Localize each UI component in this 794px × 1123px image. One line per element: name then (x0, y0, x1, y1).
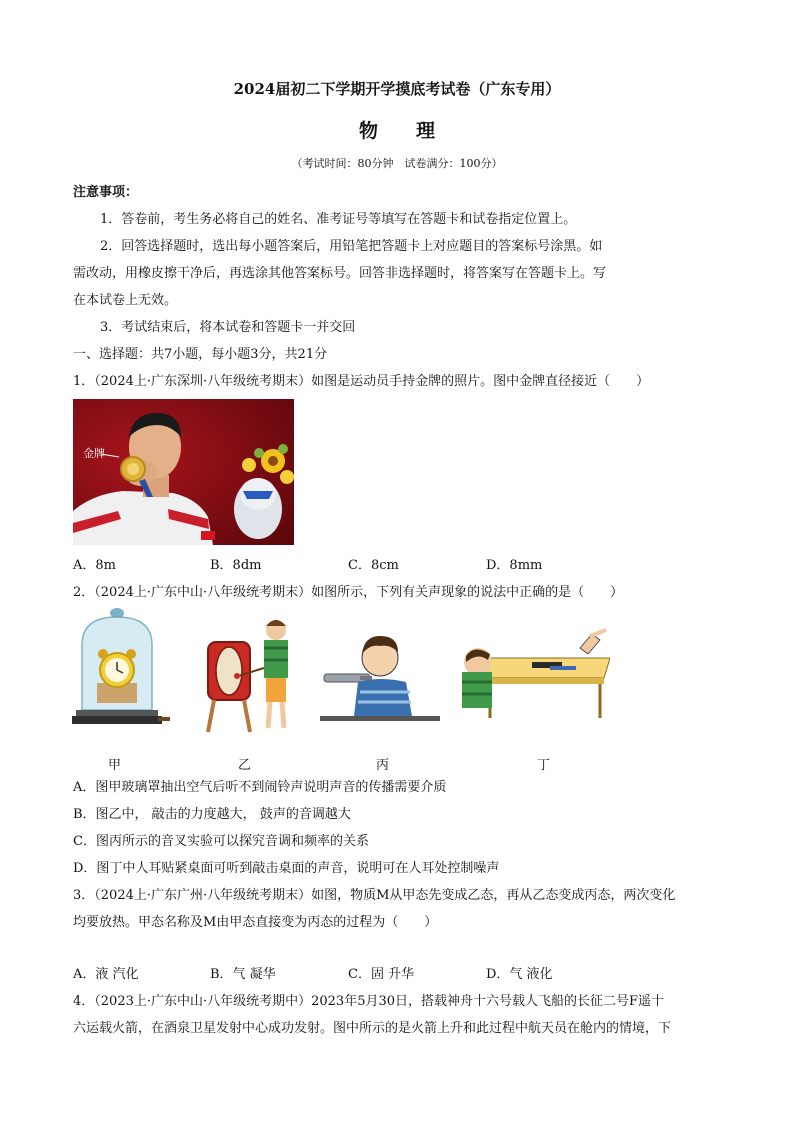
q1-option-a: A．8m (73, 558, 116, 573)
note-item: 需改动，用橡皮擦干净后，再选涂其他答案标号。回答非选择题时，将答案写在答题卡上。写 (73, 266, 607, 281)
question-1-stem: 1．（2024上·广东深圳·八年级统考期末）如图是运动员手持金牌的照片。图中金牌直径接近（ ） (73, 374, 650, 389)
note-item: 1．答卷前，考生务必将自己的姓名、准考证号等填写在答题卡和试卷指定位置上。 (100, 212, 577, 227)
notes-heading: 注意事项： (73, 185, 139, 200)
section-heading: 一、选择题：共7小题，每小题3分，共21分 (73, 347, 328, 362)
note-item: 在本试卷上无效。 (73, 293, 178, 308)
ear-on-table-figure (460, 628, 610, 720)
note-item: 2．回答选择题时，选出每小题答案后，用铅笔把答题卡上对应题目的答案标号涂黑。如 (100, 239, 603, 254)
q2-option-d: D．图丁中人耳贴紧桌面可听到敲击桌面的声音，说明可在人耳处控制噪声 (73, 861, 500, 876)
q3-option-a: A．液 汽化 (73, 967, 139, 982)
q2-option-c: C．图丙所示的音叉实验可以探究音调和频率的关系 (73, 834, 369, 849)
q2-option-b: B．图乙中， 敲击的力度越大， 鼓声的音调越大 (73, 807, 351, 822)
q1-option-d: D．8mm (486, 558, 543, 573)
question-4-line1: 4．（2023上·广东中山·八年级统考期中）2023年5月30日，搭载神舟十六号载人飞船的长征二号F遥十 (73, 994, 665, 1009)
medal-label: 金牌 (83, 447, 105, 460)
q3-option-b: B．气 凝华 (210, 967, 276, 982)
question-3-stem-line1: 3．（2024上·广东广州·八年级统考期末）如图，物质M从甲态先变成乙态，再从乙态变成丙态，两次变化 (73, 888, 676, 903)
subject-title: 物 理 (358, 120, 435, 142)
q3-option-c: C．固 升华 (348, 967, 415, 982)
bell-jar-figure (72, 605, 172, 733)
q3-option-d: D．气 液化 (486, 967, 553, 982)
exam-title: 2024届初二下学期开学摸底考试卷（广东专用） (233, 80, 561, 98)
q2-option-a: A．图甲玻璃罩抽出空气后听不到闹铃声说明声音的传播需要介质 (73, 780, 447, 795)
q1-option-b: B．8dm (210, 558, 262, 573)
question-3-stem-line2: 均要放热。甲态名称及M由甲态直接变为丙态的过程为（ ） (73, 915, 438, 930)
question-2-stem: 2．（2024上·广东中山·八年级统考期末）如图所示，下列有关声现象的说法中正确的是（ ） (73, 585, 624, 600)
exam-info: （考试时间：80分钟 试卷满分：100分） (291, 157, 503, 170)
figure-caption-jia: 甲 (108, 758, 122, 773)
note-item: 3．考试结束后，将本试卷和答题卡一并交回 (100, 320, 356, 335)
medal-photo (73, 399, 294, 545)
figure-caption-ding: 丁 (537, 758, 551, 773)
drum-figure (200, 612, 300, 734)
figure-caption-yi: 乙 (238, 758, 252, 773)
tuning-fork-figure (320, 630, 440, 726)
figure-caption-bing: 丙 (376, 758, 390, 773)
q1-option-c: C．8cm (348, 558, 399, 573)
question-4-line2: 六运载火箭，在酒泉卫星发射中心成功发射。图中所示的是火箭上升和此过程中航天员在舱内的情境，下 (73, 1021, 672, 1036)
